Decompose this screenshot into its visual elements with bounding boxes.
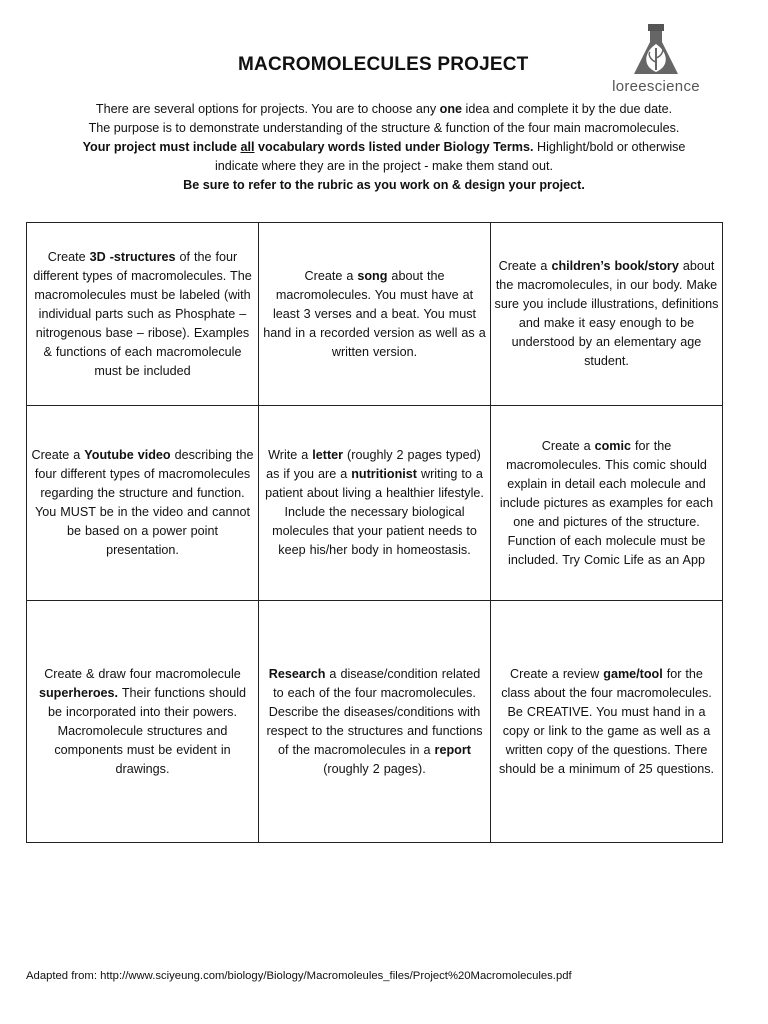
intro-line-1: There are several options for projects. You are to choose any one idea and complete it by the due date. [95,102,673,116]
option-review-game: Create a review game/tool for the class about the four macromolecules. Be CREATIVE. You must hand in a copy or link to the game as well as a written copy of the questions. There should be a minimum of 25 questions. [491,601,723,843]
option-superheroes: Create & draw four macromolecule superheroes. Their functions should be incorporated into their powers. Macromolecule structures and components must be evident in drawings. [27,601,259,843]
option-3d-structures: Create 3D -structures of the four different types of macromolecules. The macromolecules must be labeled (with individual parts such as Phosphate – nitrogenous base – ribose). Examples & functions of each macromolecule must be included [27,223,259,406]
option-letter: Write a letter (roughly 2 pages typed) as if you are a nutritionist writing to a patient about living a healthier lifestyle. Include the necessary biological molecules that your patient needs to keep his/her body in homeostasis. [259,406,491,601]
project-options-grid [26,222,723,843]
intro-line-5: Be sure to refer to the rubric as you work on & design your project. [183,178,585,192]
option-youtube-video: Create a Youtube video describing the four different types of macromolecules regarding the structure and function. You MUST be in the video and cannot be based on a power point presentation. [27,406,259,601]
option-comic: Create a comic for the macromolecules. This comic should explain in detail each molecule and include pictures as examples for each one and pictures of the structure. Function of each molecule must be included. Try Comic Life as an App [491,406,723,601]
logo-text: loreescience [612,78,700,95]
page-title: MACROMOLECULES PROJECT [238,54,529,75]
source-footer: Adapted from: http://www.sciyeung.com/biology/Biology/Macromoleules_files/Project%20Macromolecules.pdf [26,970,572,982]
flask-icon [628,22,684,78]
intro [20,100,748,195]
intro-line-3: Your project must include all vocabulary words listed under Biology Terms. Highlight/bold or otherwise [82,140,686,154]
option-song: Create a song about the macromolecules. You must have at least 3 verses and a beat. You must hand in a recorded version as well as a written version. [259,223,491,406]
intro-line-2: The purpose is to demonstrate understanding of the structure & function of the four main macromolecules. [88,121,680,135]
intro-line-4: indicate where they are in the project - make them stand out. [214,159,554,173]
logo [604,22,708,98]
option-childrens-book: Create a children’s book/story about the macromolecules, in our body. Make sure you include illustrations, definitions and make it easy enough to be understood by an elementary age student. [491,223,723,406]
option-research-report: Research a disease/condition related to each of the four macromolecules. Describe the diseases/conditions with respect to the structures and functions of the macromolecules in a report (roughly 2 pages). [259,601,491,843]
